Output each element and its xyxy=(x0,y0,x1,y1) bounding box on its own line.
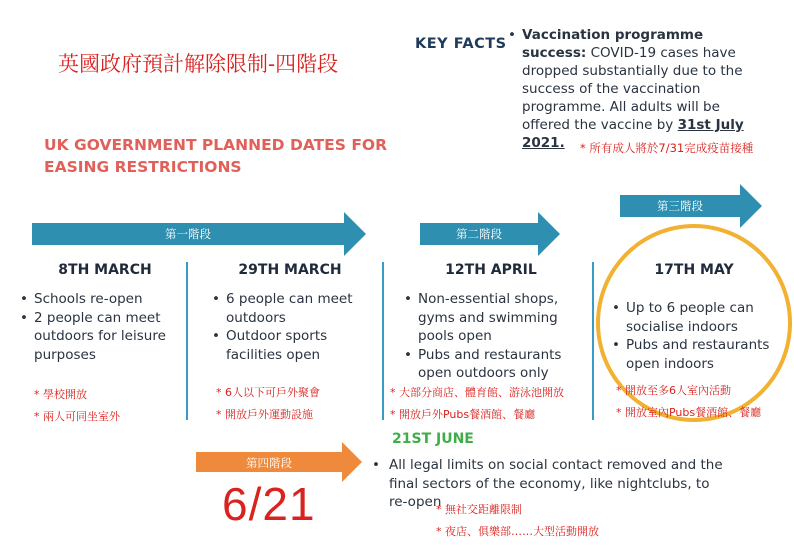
note: * 學校開放 xyxy=(34,388,87,401)
bullet-icon: • xyxy=(372,457,380,473)
phase-21june-description: All legal limits on social contact removed and the final sectors of the economy, like nightclubs, to re-open xyxy=(389,457,723,510)
key-fact-lead: Vaccination programme success: xyxy=(522,27,704,61)
key-fact-date: 31st July 2021. xyxy=(522,117,744,151)
phase-12april-notes xyxy=(390,382,564,426)
bullet-icon: • xyxy=(508,27,516,43)
phase-29march-notes xyxy=(216,382,320,426)
key-fact-note: * 所有成人將於7/31完成疫苗接種 xyxy=(580,141,754,155)
date-17th-may: 17TH MAY xyxy=(654,262,734,278)
note: * 開放戶外運動設施 xyxy=(216,408,313,421)
date-29th-march: 29TH MARCH xyxy=(238,262,342,278)
phase-2-arrow xyxy=(420,212,560,256)
phase-3-label: 第三階段 xyxy=(657,199,703,213)
phase-1-items xyxy=(20,290,182,364)
phase-3-arrow xyxy=(620,184,762,228)
key-fact-text: COVID-19 cases have dropped substantially due to the success of the vaccination programme. All adults will be offered the vaccine by xyxy=(522,45,743,133)
date-21st-june: 21ST JUNE xyxy=(392,431,474,447)
note: * 開放室內Pubs餐酒館、餐廳 xyxy=(616,406,762,419)
phase-4-arrow xyxy=(196,442,362,482)
key-facts-heading: KEY FACTS xyxy=(415,36,507,52)
note: * 兩人可同坐室外 xyxy=(34,410,120,423)
list-item: • Schools re-open xyxy=(20,290,182,309)
phase-21june-notes xyxy=(436,499,599,543)
note: * 開放戶外Pubs餐酒館、餐廳 xyxy=(390,408,536,421)
list-item: • Outdoor sports facilities open xyxy=(212,327,378,364)
chinese-title: 英國政府預計解除限制-四階段 xyxy=(58,52,339,76)
phase-2-label: 第二階段 xyxy=(456,227,502,241)
date-12th-april: 12TH APRIL xyxy=(445,262,537,278)
phase-12april-items xyxy=(404,290,590,383)
note: * 夜店、俱樂部……大型活動開放 xyxy=(436,525,599,538)
list-item: • Up to 6 people can socialise indoors xyxy=(612,299,784,336)
phase-1-notes xyxy=(34,384,120,428)
column-divider-3 xyxy=(592,262,594,420)
phase-17may-items xyxy=(612,299,784,373)
list-item: • Pubs and restaurants open indoors xyxy=(612,336,784,373)
big-date-label: 6/21 xyxy=(222,478,316,530)
note: * 6人以下可戶外聚會 xyxy=(216,386,320,399)
list-item: • 6 people can meet outdoors xyxy=(212,290,378,327)
note: * 大部分商店、體育館、游泳池開放 xyxy=(390,386,564,399)
list-item: • 2 people can meet outdoors for leisure purposes xyxy=(20,309,182,365)
phase-1-label: 第一階段 xyxy=(165,227,211,241)
column-divider-2 xyxy=(382,262,384,420)
note: * 無社交距離限制 xyxy=(436,503,522,516)
phase-29march-items xyxy=(212,290,378,364)
english-title: UK GOVERNMENT PLANNED DATES FOR EASING RESTRICTIONS xyxy=(44,136,388,176)
phase-1-arrow xyxy=(32,212,366,256)
column-divider-1 xyxy=(186,262,188,420)
key-fact-paragraph xyxy=(508,26,752,152)
list-item: • Non-essential shops, gyms and swimming pools open xyxy=(404,290,590,346)
note: * 開放至多6人室內活動 xyxy=(616,384,731,397)
date-8th-march: 8TH MARCH xyxy=(58,262,152,278)
phase-4-label: 第四階段 xyxy=(246,456,292,470)
list-item: • Pubs and restaurants open outdoors only xyxy=(404,346,590,383)
phase-17may-notes xyxy=(616,380,761,424)
